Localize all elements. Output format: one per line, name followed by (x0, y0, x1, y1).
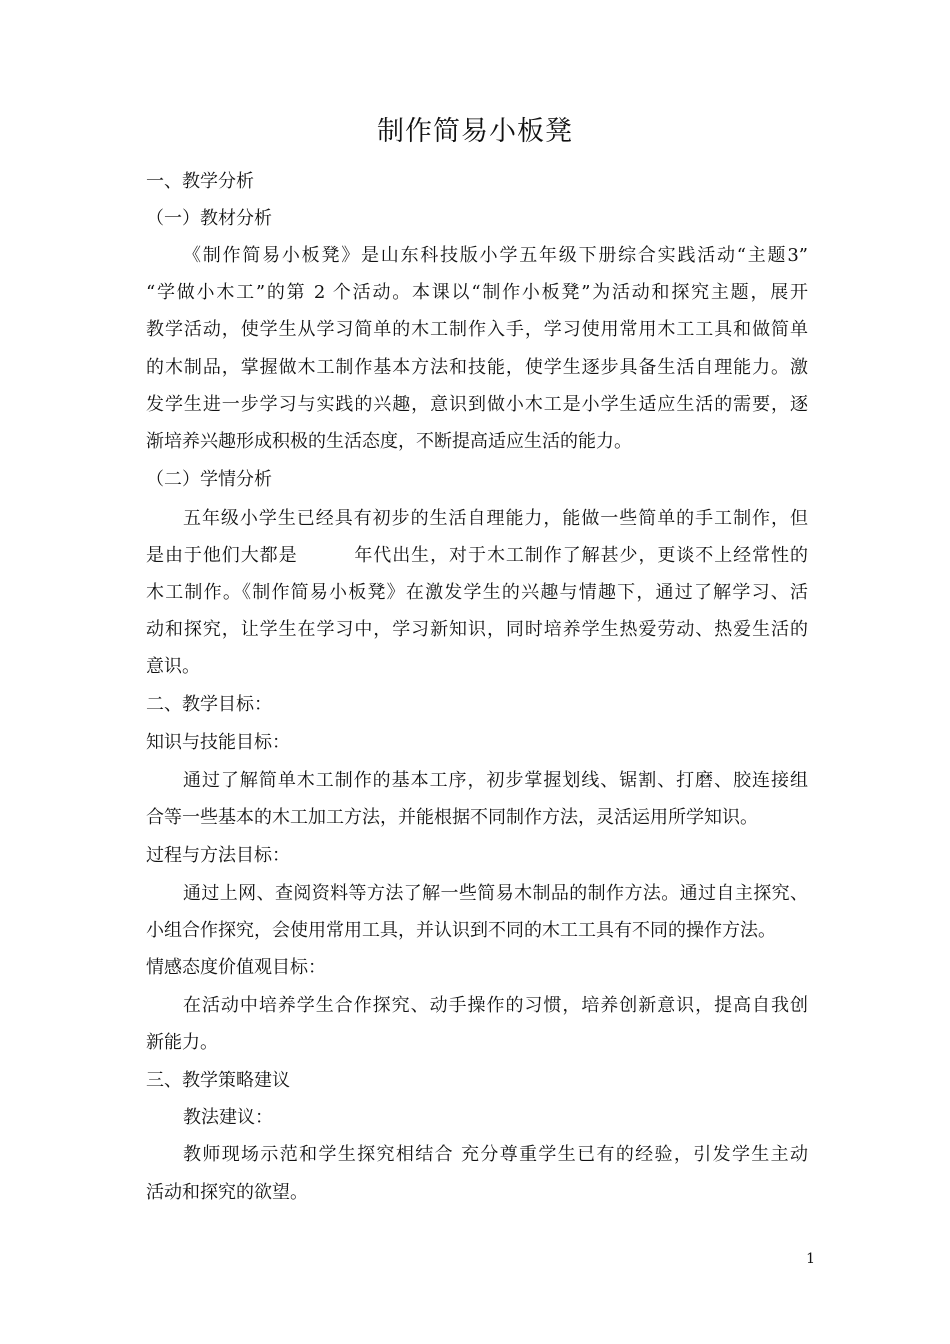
paragraph-line: 木工制作。《制作简易小板凳》在激发学生的兴趣与情趣下，通过了解学习、活 (146, 582, 808, 603)
paragraph-line: 教师现场示范和学生探究相结合 充分尊重学生已有的经验，引发学生主动 (183, 1144, 808, 1165)
paragraph-line: “学做小木工”的第 2 个活动。本课以“制作小板凳”为活动和探究主题，展开 (146, 282, 808, 303)
goal-heading-knowledge-skills: 知识与技能目标： (146, 732, 290, 753)
paragraph-line: 渐培养兴趣形成积极的生活态度，不断提高适应生活的能力。 (146, 431, 632, 452)
section-heading-teaching-goals: 二、教学目标： (146, 694, 272, 715)
paragraph-line: 意识。 (146, 656, 200, 677)
document-title: 制作简易小板凳 (377, 116, 573, 147)
section-heading-teaching-analysis: 一、教学分析 (146, 171, 254, 192)
subsection-heading-student-analysis: （二）学情分析 (146, 469, 272, 490)
paragraph-line: 通过了解简单木工制作的基本工序，初步掌握划线、锯割、打磨、胶连接组 (183, 770, 808, 791)
paragraph-line: 的木制品，掌握做木工制作基本方法和技能，使学生逐步具备生活自理能力。激 (146, 357, 808, 378)
paragraph-line: 发学生进一步学习与实践的兴趣，意识到做小木工是小学生适应生活的需要，逐 (146, 394, 808, 415)
page-number: 1 (806, 1251, 815, 1267)
paragraph-line: 在活动中培养学生合作探究、动手操作的习惯，培养创新意识，提高自我创 (183, 995, 808, 1016)
paragraph-line: 小组合作探究，会使用常用工具，并认识到不同的木工工具有不同的操作方法。 (146, 920, 776, 941)
subsection-heading-material-analysis: （一）教材分析 (146, 208, 272, 229)
subheading-teaching-method: 教法建议： (183, 1107, 273, 1128)
goal-heading-attitudes-values: 情感态度价值观目标： (146, 957, 326, 978)
paragraph-line: 合等一些基本的木工加工方法，并能根据不同制作方法，灵活运用所学知识。 (146, 807, 758, 828)
paragraph-line: 新能力。 (146, 1032, 218, 1053)
paragraph-line: 五年级小学生已经具有初步的生活自理能力，能做一些简单的手工制作，但 (183, 508, 808, 529)
paragraph-line: 教学活动，使学生从学习简单的木工制作入手，学习使用常用木工工具和做简单 (146, 319, 808, 340)
paragraph-line: 是由于他们大都是 年代出生，对于木工制作了解甚少，更谈不上经常性的 (146, 545, 808, 566)
paragraph-line: 动和探究，让学生在学习中，学习新知识，同时培养学生热爱劳动、热爱生活的 (146, 619, 808, 640)
paragraph-line: 活动和探究的欲望。 (146, 1182, 308, 1203)
goal-heading-process-methods: 过程与方法目标： (146, 845, 290, 866)
section-heading-teaching-strategy: 三、教学策略建议 (146, 1070, 290, 1091)
paragraph-line: 通过上网、查阅资料等方法了解一些简易木制品的制作方法。通过自主探究、 (183, 883, 808, 904)
paragraph-line: 《制作简易小板凳》是山东科技版小学五年级下册综合实践活动“主题3” (183, 245, 808, 266)
